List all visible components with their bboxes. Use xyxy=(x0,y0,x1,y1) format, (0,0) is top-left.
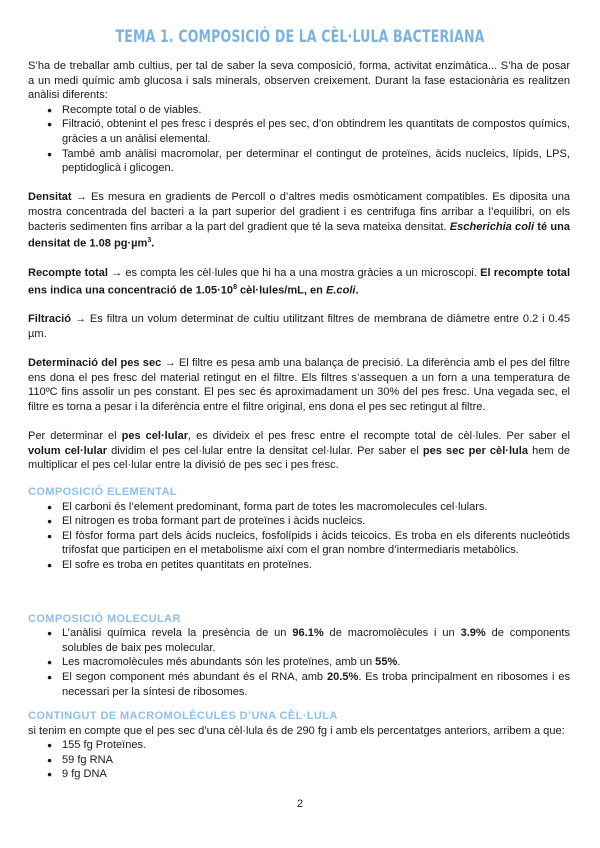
section-heading-elemental: COMPOSICIÓ ELEMENTAL xyxy=(28,485,177,498)
recompte-paragraph: Recompte total → es compta les cèl·lules que hi ha a una mostra gràcies a un microscopi. El recompte total ens indica una concentració de $1.05\cdot 10^8$ cèl·lules/mL, en E.coli. xyxy=(28,266,571,297)
list-item: ● El fòsfor forma part dels àcids nucleics, fosfolípids i àcids teicoics. Es troba en els diferents nucleòtids trifosfat que participen en el metabolisme així com el gran nombre d’intermediaris metabòlics. xyxy=(28,529,570,558)
densitat-term: Densitat xyxy=(28,191,72,204)
densitat-paragraph: Densitat → Es mesura en gradients de Percoll o d’altres medis osmòticament compatibles. Es diposita una mostra concentrada del bacteri a la part superior del gradient i es centrifuga fins arribar a l’equilibri, on els bacteris sedimenten fins arribar a la part del gradient que té la seva mateixa densitat. Escherichia coli té una densitat de 1.08 pg·µm$^3$. xyxy=(28,191,570,250)
list-item: ● L’anàlisi química revela la presència de un 96.1% de macromolècules i un 3.9% de components solubles de baix pes molecular. xyxy=(28,626,570,655)
list-item: ● 9 fg DNA xyxy=(28,767,570,782)
page-content xyxy=(28,59,570,782)
species-name: Escherichia coli xyxy=(449,220,535,233)
list-item: ● El carboni és l’element predominant, forma part de totes les macromolecules cel·lulars. xyxy=(28,500,570,515)
page-number: 2 xyxy=(296,798,304,810)
contingut-list xyxy=(28,738,570,782)
list-item: ● Filtració, obtenint el pes fresc i després el pes sec, d’on obtindrem les quantitats de compostos químics, gràcies a un anàlisi elemental. xyxy=(28,117,570,146)
list-item: ● També amb anàlisi macromolar, per determinar el contingut de proteïnes, àcids nucleics, lípids, LPS, peptidoglicà i glicogen. xyxy=(28,147,570,176)
molecular-list xyxy=(28,626,570,699)
filtracio-term: Filtració xyxy=(28,313,71,326)
list-item: ● Recompte total o de viables. xyxy=(28,103,570,118)
section-heading-molecular: COMPOSICIÓ MOLECULAR xyxy=(28,612,181,625)
pes-sec-term: Determinació del pes sec xyxy=(28,357,162,370)
list-item: ● El nitrogen es troba formant part de proteïnes i àcids nucleics. xyxy=(28,514,570,529)
list-item: ● El segon component més abundant és el RNA, amb 20.5%. Es troba principalment en ribosomes i es necessari per la síntesi de ribosomes. xyxy=(28,670,570,699)
intro-list xyxy=(28,103,570,176)
list-item: ● Les macromolècules més abundants són les proteïnes, amb un 55%. xyxy=(28,655,570,670)
filtracio-paragraph: Filtració → Es filtra un volum determinat de cultiu utilitzant filtres de membrana de diàmetre entre 0.2 i 0.45 µm. xyxy=(28,313,570,341)
page-title: TEMA 1. COMPOSICIÓ DE LA CÈL·LULA BACTERIANA xyxy=(115,27,485,47)
pes-cel-paragraph: Per determinar el pes cel·lular, es divideix el pes fresc entre el recompte total de cèl·lules. Per saber el volum cel·lular dividim el pes cel·lular entre la densitat cel·lular. Per saber el pes sec per cèl·lula hem de multiplicar el pes cel·lular entre la divisió de pes sec i pes fresc. xyxy=(28,430,570,472)
list-item: ● 59 fg RNA xyxy=(28,753,570,768)
section-heading-contingut: CONTINGUT DE MACROMOLÈCULES D’UNA CÈL·LULA xyxy=(28,710,338,723)
elemental-list xyxy=(28,500,570,573)
species-name: E.coli xyxy=(326,284,356,297)
list-item: ● 155 fg Proteïnes. xyxy=(28,738,570,753)
recompte-term: Recompte total xyxy=(28,266,108,279)
list-item: ● El sofre es troba en petites quantitats en proteïnes. xyxy=(28,558,570,573)
contingut-paragraph: si tenim en compte que el pes sec d’una cèl·lula és de 290 fg i amb els percentatges anteriors, arribem a que: xyxy=(28,724,565,737)
intro-paragraph: S’ha de treballar amb cultius, per tal de saber la seva composició, forma, activitat enzimàtica... S’ha de posar a un medi químic amb glucosa i sals minerals, observen creixement. Durant la fase estacionària es realitzen anàlisi diferents: xyxy=(28,60,570,102)
pes-sec-paragraph: Determinació del pes sec → El filtre es pesa amb una balança de precisió. La diferència amb el pes del filtre ens dona el pes fresc del material retingut en el filtre. Els filtres s’assequen a un forn a una temperatura de 110ºC fins assolir un pes constant. El pes sec és aproximadament un 30% del pes fresc. Una vegada sec, el filtre es torna a pesar i la diferència entre el filtre original, ens dona el pes sec retingut al filtre. xyxy=(28,357,571,413)
